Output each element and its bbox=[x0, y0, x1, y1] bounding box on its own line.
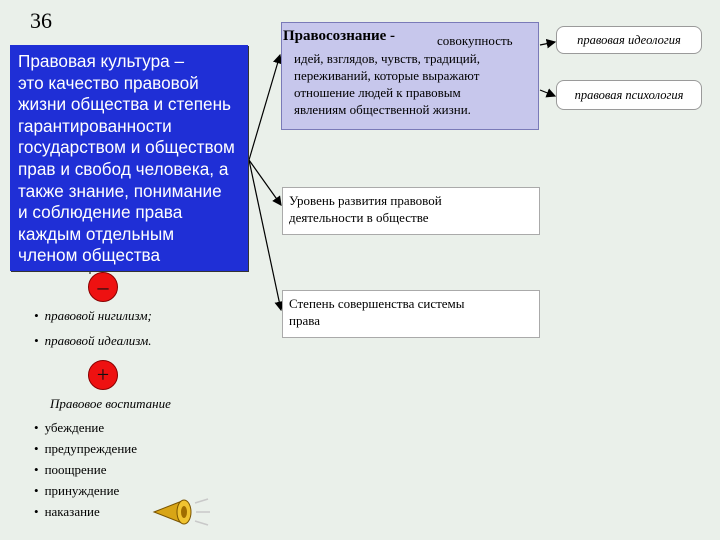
plus-sign-circle: + bbox=[88, 360, 118, 390]
arrow-to-consciousness bbox=[249, 55, 280, 160]
legal-ideology-box: правовая идеология bbox=[556, 26, 702, 54]
education-title: Правовое воспитание bbox=[50, 396, 171, 411]
arrow-to-ideology bbox=[540, 42, 555, 45]
consciousness-title: Правосознание - bbox=[283, 28, 396, 44]
definition-text: Правовая культура – это качество правовой жизни общества и степень гарантированности государством и обществом прав и свобод человека, а также знание, понимание и соблюдение права каждым отдельным членом общества bbox=[18, 51, 235, 266]
arrow-to-psychology bbox=[540, 90, 555, 96]
legal-psychology-box: правовая психология bbox=[556, 80, 702, 110]
list-item: • наказание bbox=[34, 501, 137, 522]
horn-icon[interactable] bbox=[150, 495, 212, 534]
definition-box bbox=[10, 45, 248, 271]
list-item: • поощрение bbox=[34, 459, 137, 480]
system-perfection-box: Степень совершенства системы права bbox=[282, 290, 540, 338]
development-level-box: Уровень развития правовой деятельности в обществе bbox=[282, 187, 540, 235]
list-item: • убеждение bbox=[34, 417, 137, 438]
list-item: • предупреждение bbox=[34, 438, 137, 459]
list-item: • принуждение bbox=[34, 480, 137, 501]
consciousness-lead-word: совокупность bbox=[437, 33, 513, 48]
minus-sign-circle: – bbox=[88, 272, 118, 302]
list-item: • правовой нигилизм; bbox=[34, 305, 152, 330]
negative-phenomena-list bbox=[34, 305, 152, 355]
education-methods-list bbox=[34, 417, 137, 522]
slide-number: 36 bbox=[30, 8, 52, 33]
consciousness-description: идей, взглядов, чувств, традиций, переживаний, которые выражают отношение людей к правовым явлениям общественной жизни. bbox=[294, 51, 480, 117]
list-item: • правовой идеализм. bbox=[34, 330, 152, 355]
